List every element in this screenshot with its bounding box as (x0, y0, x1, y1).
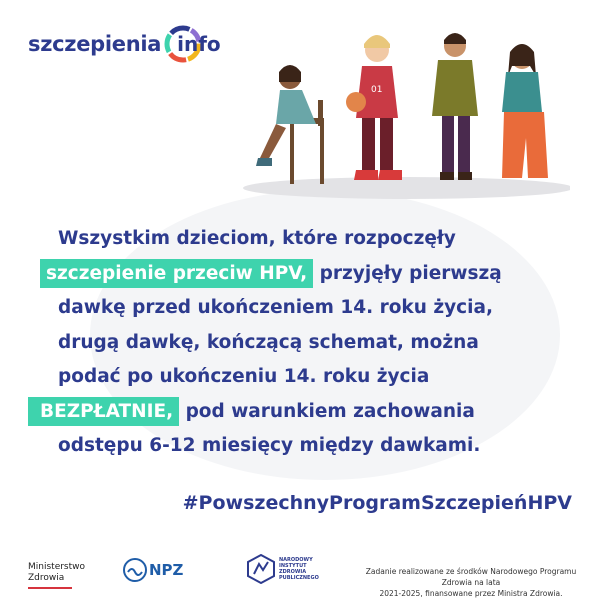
message-line (58, 326, 578, 361)
message-text: przyjęły pierwszą (313, 262, 502, 284)
logo-word: szczepienia (28, 32, 162, 56)
logo-info: info (177, 32, 221, 56)
message-line (46, 257, 578, 292)
nizp-label: NARODOWY INSTYTUT ZDROWIA PUBLICZNEGO (279, 557, 319, 581)
message-text: podać po ukończeniu 14. roku życia (58, 366, 430, 387)
highlight-free-of-charge: BEZPŁATNIE, (28, 397, 179, 426)
nizp-emblem-icon (246, 554, 276, 584)
message-line (58, 360, 578, 395)
hpv-message (40, 222, 578, 464)
npz-wave-icon (123, 558, 147, 582)
nizp-logo (246, 554, 325, 584)
funding-line-1: Zadanie realizowane ze środków Narodowego Programu Zdrowia na lata (365, 567, 577, 587)
logo-ring-icon (163, 24, 221, 64)
npz-logo (123, 558, 183, 582)
message-line (40, 395, 578, 430)
message-line (58, 222, 578, 257)
funding-note (355, 566, 587, 599)
message-line (58, 429, 578, 464)
highlight-hpv-vaccination: szczepienie przeciw HPV, (40, 259, 313, 288)
message-text: pod warunkiem zachowania (179, 400, 475, 422)
funding-line-2: 2021-2025, finansowane przez Ministra Zdrowia. (379, 589, 563, 598)
message-text: Wszystkim dzieciom, które rozpoczęły (58, 228, 456, 249)
message-text: odstępu 6-12 miesięcy między dawkami. (58, 435, 481, 456)
szczepienia-info-logo (28, 24, 221, 64)
ministry-line-2: Zdrowia (28, 573, 65, 583)
npz-label: NPZ (149, 561, 184, 579)
ministry-line-1: Ministerstwo (28, 562, 86, 572)
message-text: drugą dawkę, kończącą schemat, można (58, 331, 479, 353)
ministry-red-bar (28, 587, 72, 589)
message-text: dawkę przed ukończeniem 14. roku życia, (58, 297, 493, 318)
footer (0, 548, 600, 598)
message-line (58, 291, 578, 326)
svg-text:01: 01 (371, 85, 383, 95)
ministry-of-health-logo (28, 562, 85, 589)
hashtag: #PowszechnyProgramSzczepieńHPV (182, 492, 572, 514)
teenagers-illustration (240, 28, 570, 203)
